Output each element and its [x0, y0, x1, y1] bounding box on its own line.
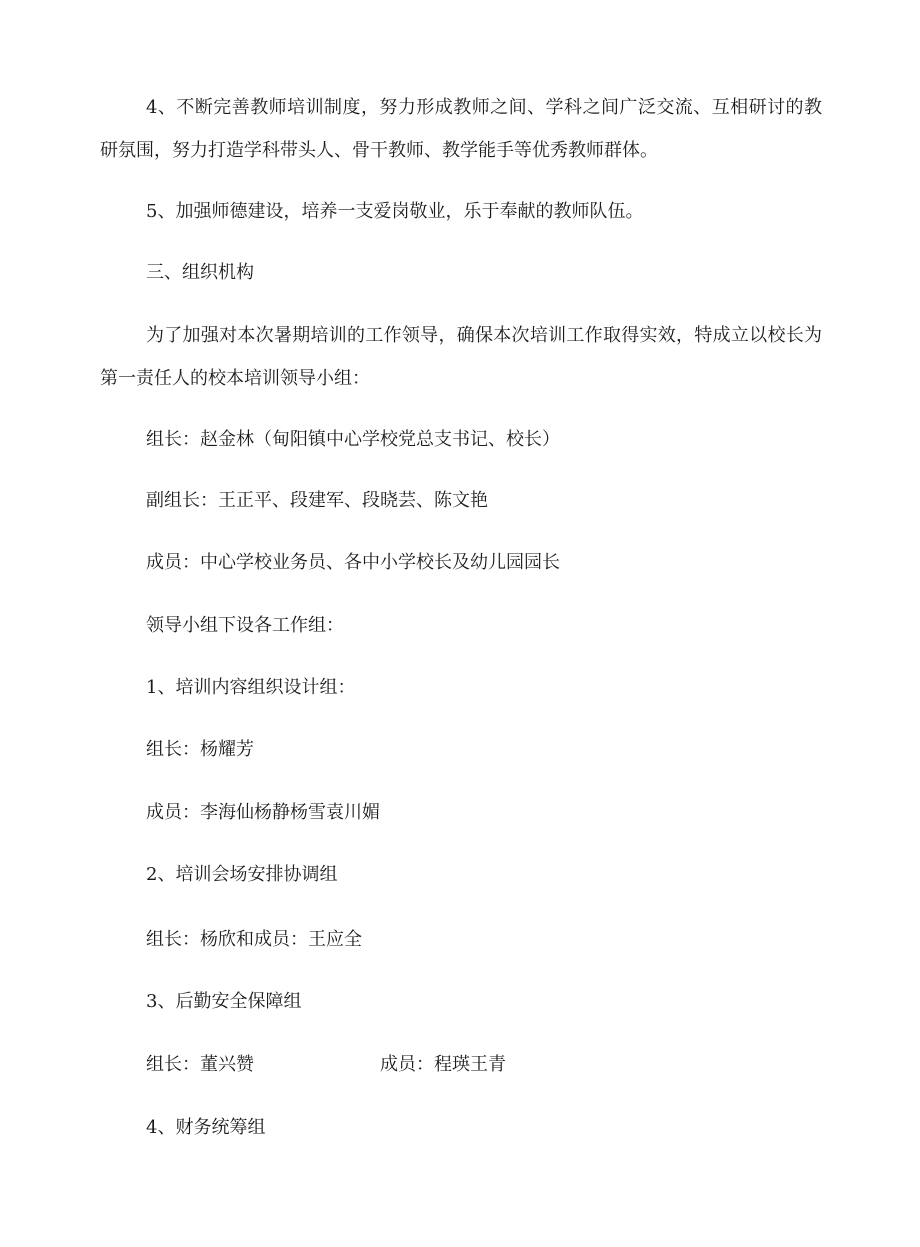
- line-group-2-title: 2、培训会场安排协调组: [146, 864, 338, 885]
- paragraph-training-system: 4、不断完善教师培训制度，努力形成教师之间、学科之间广泛交流、互相研讨的教研氛围，努力打造学科带头人、骨干教师、教学能手等优秀教师群体。: [100, 97, 822, 161]
- group-3-leader: 组长：董兴赞: [146, 1054, 254, 1075]
- paragraph-ethics: 5、加强师德建设，培养一支爱岗敬业，乐于奉献的教师队伍。: [146, 201, 644, 222]
- line-group-3-title: 3、后勤安全保障组: [146, 991, 302, 1012]
- line-members: 成员：中心学校业务员、各中小学校长及幼儿园园长: [146, 552, 560, 573]
- line-group-3-leader-members: [146, 1043, 506, 1086]
- group-3-members: 成员：程瑛王青: [380, 1054, 506, 1075]
- line-group-2-leader-members: 组长：杨欣和成员：王应全: [146, 929, 362, 950]
- line-group-4-title: 4、财务统筹组: [146, 1117, 266, 1138]
- section-heading-organization: 三、组织机构: [146, 262, 254, 283]
- line-group-1-title: 1、培训内容组织设计组：: [146, 677, 356, 698]
- line-working-groups: 领导小组下设各工作组：: [146, 615, 344, 636]
- line-group-1-members: 成员：李海仙杨静杨雪袁川媚: [146, 802, 380, 823]
- line-group-leader: 组长：赵金林（甸阳镇中心学校党总支书记、校长）: [146, 429, 560, 450]
- paragraph-leadership-group: 为了加强对本次暑期培训的工作领导，确保本次培训工作取得实效，特成立以校长为第一责任人的校本培训领导小组：: [100, 325, 822, 389]
- line-group-1-leader: 组长：杨耀芳: [146, 739, 254, 760]
- line-deputy-leaders: 副组长：王正平、段建军、段晓芸、陈文艳: [146, 490, 488, 511]
